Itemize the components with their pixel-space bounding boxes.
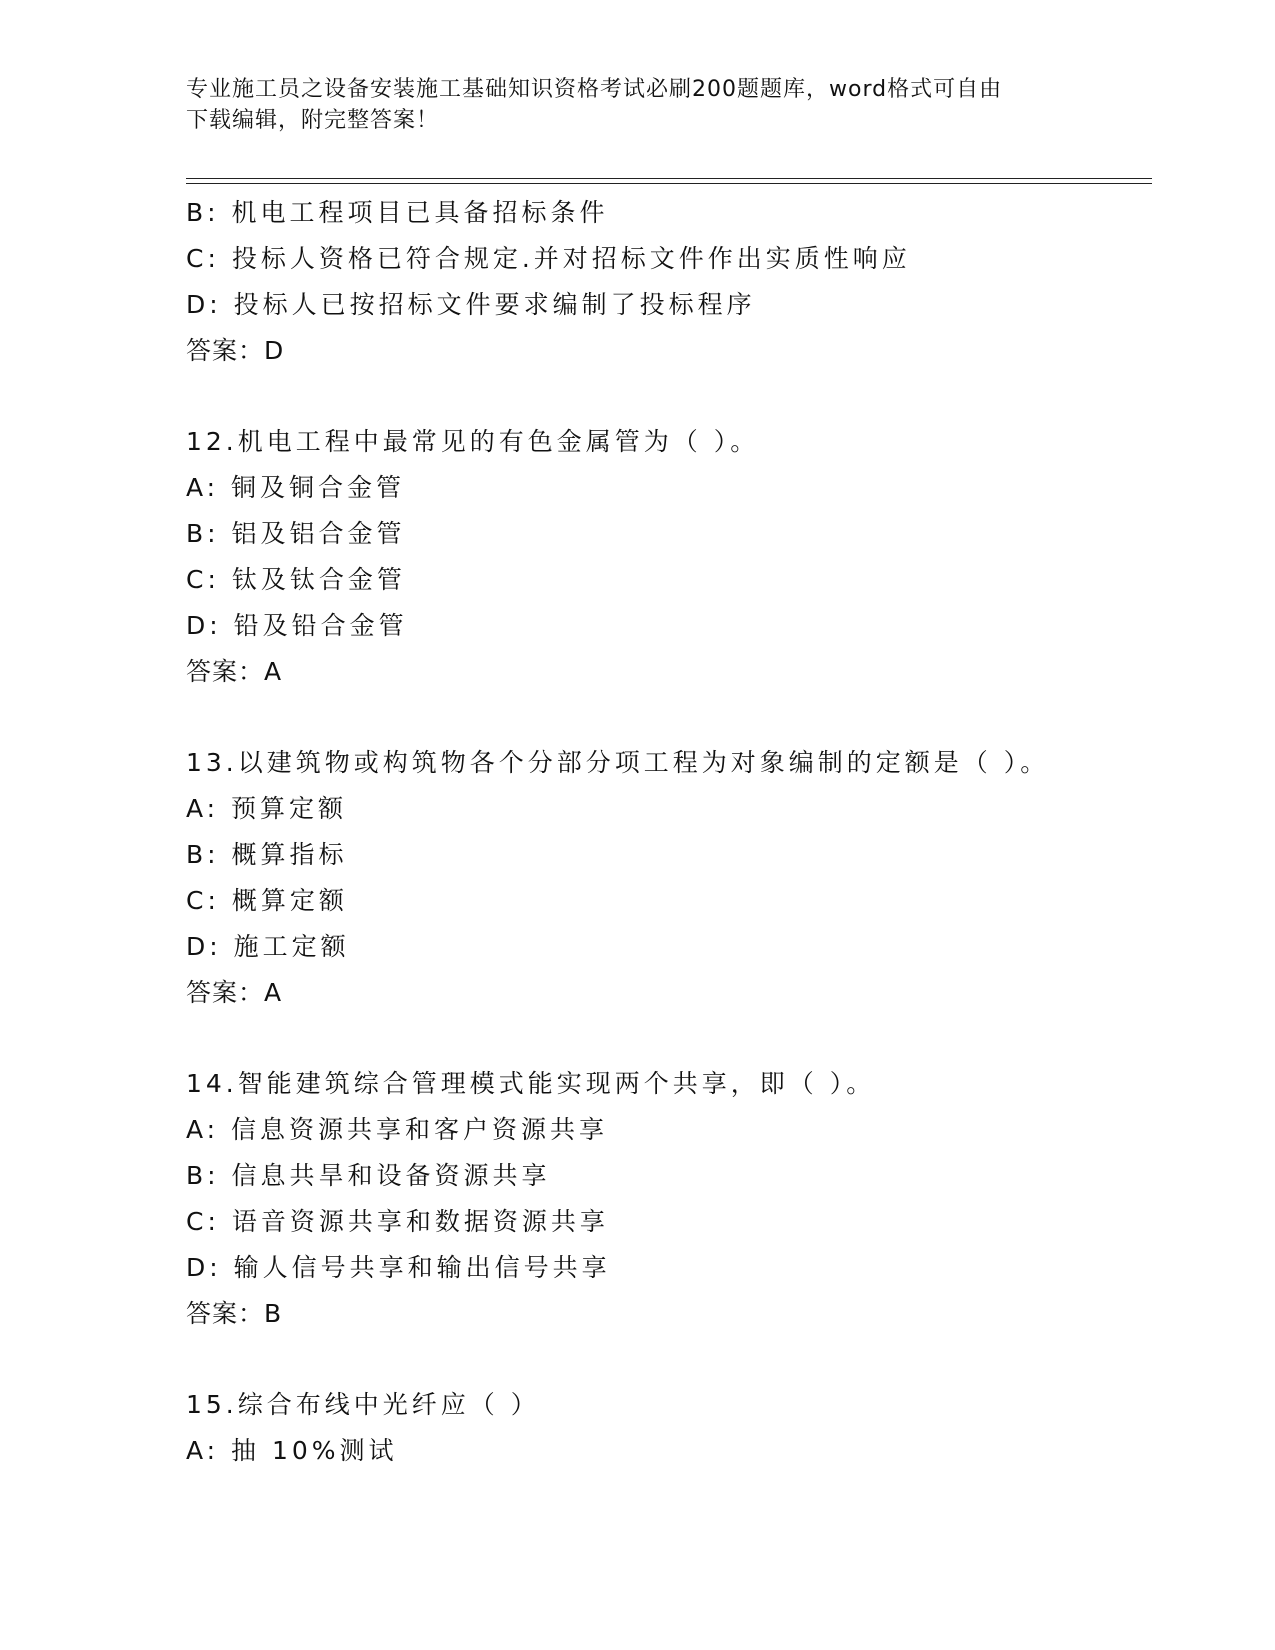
spacer <box>186 1337 1146 1382</box>
spacer <box>186 695 1146 740</box>
question-list <box>186 190 1146 1474</box>
option-a: A: 信息资源共享和客户资源共享 <box>186 1115 609 1144</box>
header-line-1: 专业施工员之设备安装施工基础知识资格考试必刷200题题库，word格式可自由 <box>186 77 1003 102</box>
option-d: D: 输人信号共享和输出信号共享 <box>186 1253 611 1282</box>
question-stem: 12.机电工程中最常见的有色金属管为（ ）。 <box>186 427 760 456</box>
option-c: C: 投标人资格已符合规定.并对招标文件作出实质性响应 <box>186 244 911 273</box>
option-c: C: 语音资源共享和数据资源共享 <box>186 1207 609 1236</box>
spacer <box>186 374 1146 419</box>
answer: 答案：A <box>186 657 283 686</box>
option-b: B: 机电工程项目已具备招标条件 <box>186 198 609 227</box>
option-d: D: 铅及铅合金管 <box>186 611 408 640</box>
option-b: B: 概算指标 <box>186 840 348 869</box>
option-b: B: 信息共旱和设备资源共享 <box>186 1161 551 1190</box>
option-a: A: 铜及铜合金管 <box>186 473 406 502</box>
option-d: D: 施工定额 <box>186 932 350 961</box>
answer: 答案：A <box>186 978 283 1007</box>
option-a: A: 预算定额 <box>186 794 348 823</box>
header-line-2: 下载编辑，附完整答案！ <box>186 108 440 133</box>
document-header <box>186 74 1086 136</box>
question-stem: 13.以建筑物或构筑物各个分部分项工程为对象编制的定额是（ ）。 <box>186 748 1050 777</box>
option-a: A: 抽 10%测试 <box>186 1436 398 1465</box>
option-c: C: 概算定额 <box>186 886 348 915</box>
question-stem: 15.综合布线中光纤应（ ） <box>186 1390 540 1419</box>
spacer <box>186 1016 1146 1061</box>
answer: 答案：D <box>186 336 285 365</box>
option-d: D: 投标人已按招标文件要求编制了投标程序 <box>186 290 756 319</box>
question-stem: 14.智能建筑综合管理模式能实现两个共享，即（ ）。 <box>186 1069 876 1098</box>
header-rule-bottom <box>186 183 1152 184</box>
option-c: C: 钛及钛合金管 <box>186 565 406 594</box>
header-rule-top <box>186 178 1152 179</box>
answer: 答案：B <box>186 1299 283 1328</box>
option-b: B: 铝及铝合金管 <box>186 519 406 548</box>
